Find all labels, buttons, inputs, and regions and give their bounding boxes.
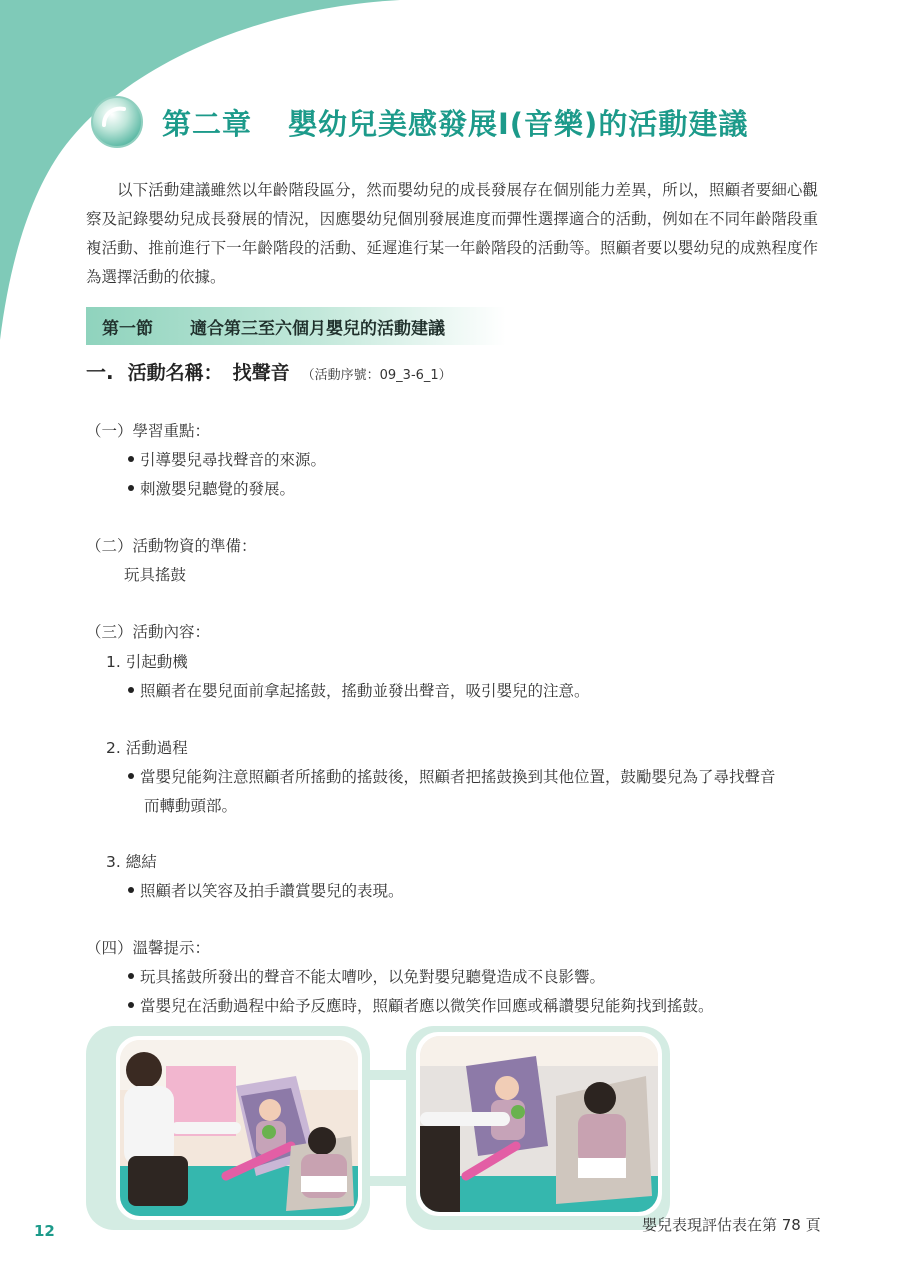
bullet-icon xyxy=(128,1002,134,1008)
bullet-icon xyxy=(128,687,134,693)
step-title: 3. 總結 xyxy=(106,853,157,871)
list-item: 照顧者以笑容及拍手讚賞嬰兒的表現。 xyxy=(128,879,404,901)
content-heading: （三）活動內容： xyxy=(86,623,211,641)
chapter-title: 嬰幼兒美感發展I(音樂)的活動建議 xyxy=(288,106,749,141)
activity-code: （活動序號：09_3-6_1） xyxy=(301,368,452,383)
bullet-icon xyxy=(128,456,134,462)
chapter-number: 第二章 xyxy=(162,106,253,141)
activity-label: 活動名稱： xyxy=(127,362,223,384)
bullet-icon xyxy=(128,773,134,779)
list-item: 引導嬰兒尋找聲音的來源。 xyxy=(128,448,326,470)
page-number: 12 xyxy=(34,1222,55,1240)
activity-photos xyxy=(86,1026,672,1232)
list-item-continuation: 而轉動頭部。 xyxy=(144,797,238,815)
activity-name: 找聲音 xyxy=(232,362,290,384)
materials-item: 玩具搖鼓 xyxy=(124,566,187,584)
activity-heading xyxy=(86,356,452,388)
section-banner xyxy=(86,307,506,345)
bullet-icon xyxy=(128,973,134,979)
materials-heading: （二）活動物資的準備： xyxy=(86,537,257,555)
step-title: 2. 活動過程 xyxy=(106,739,188,757)
intro-paragraph: 以下活動建議雖然以年齡階段區分，然而嬰幼兒的成長發展存在個別能力差異，所以，照顧者要細心觀察及記錄嬰幼兒成長發展的情況，因應嬰幼兒個別發展進度而彈性選擇適合的活動，例如在不同年齡階段重複活動、推前進行下一年齡階段的活動、延遲進行某一年齡階段的活動等。照顧者要以嬰幼兒的成熟程度作為選擇活動的依據。 xyxy=(86,181,818,286)
photo-frame-right xyxy=(406,1026,670,1230)
chapter-heading xyxy=(90,92,748,152)
section-title: 適合第三至六個月嬰兒的活動建議 xyxy=(190,319,445,339)
list-item: 照顧者在嬰兒面前拿起搖鼓，搖動並發出聲音，吸引嬰兒的注意。 xyxy=(128,679,590,701)
section-label: 第一節 xyxy=(102,319,153,339)
bubble-icon xyxy=(90,95,144,149)
step-title: 1. 引起動機 xyxy=(106,653,188,671)
focus-heading: （一）學習重點： xyxy=(86,422,211,440)
list-item: 刺激嬰兒聽覺的發展。 xyxy=(128,477,295,499)
list-item: 當嬰兒能夠注意照顧者所搖動的搖鼓後，照顧者把搖鼓換到其他位置，鼓勵嬰兒為了尋找聲音 xyxy=(128,765,776,787)
activity-number: 一. xyxy=(86,360,114,384)
bullet-icon xyxy=(128,485,134,491)
tips-heading: （四）溫馨提示： xyxy=(86,939,211,957)
bullet-icon xyxy=(128,887,134,893)
list-item: 玩具搖鼓所發出的聲音不能太嘈吵，以免對嬰兒聽覺造成不良影響。 xyxy=(128,965,605,987)
photo-frame-left xyxy=(86,1026,370,1230)
assessment-reference: 嬰兒表現評估表在第 78 頁 xyxy=(642,1216,821,1234)
list-item: 當嬰兒在活動過程中給予反應時，照顧者應以微笑作回應或稱讚嬰兒能夠找到搖鼓。 xyxy=(128,994,714,1016)
